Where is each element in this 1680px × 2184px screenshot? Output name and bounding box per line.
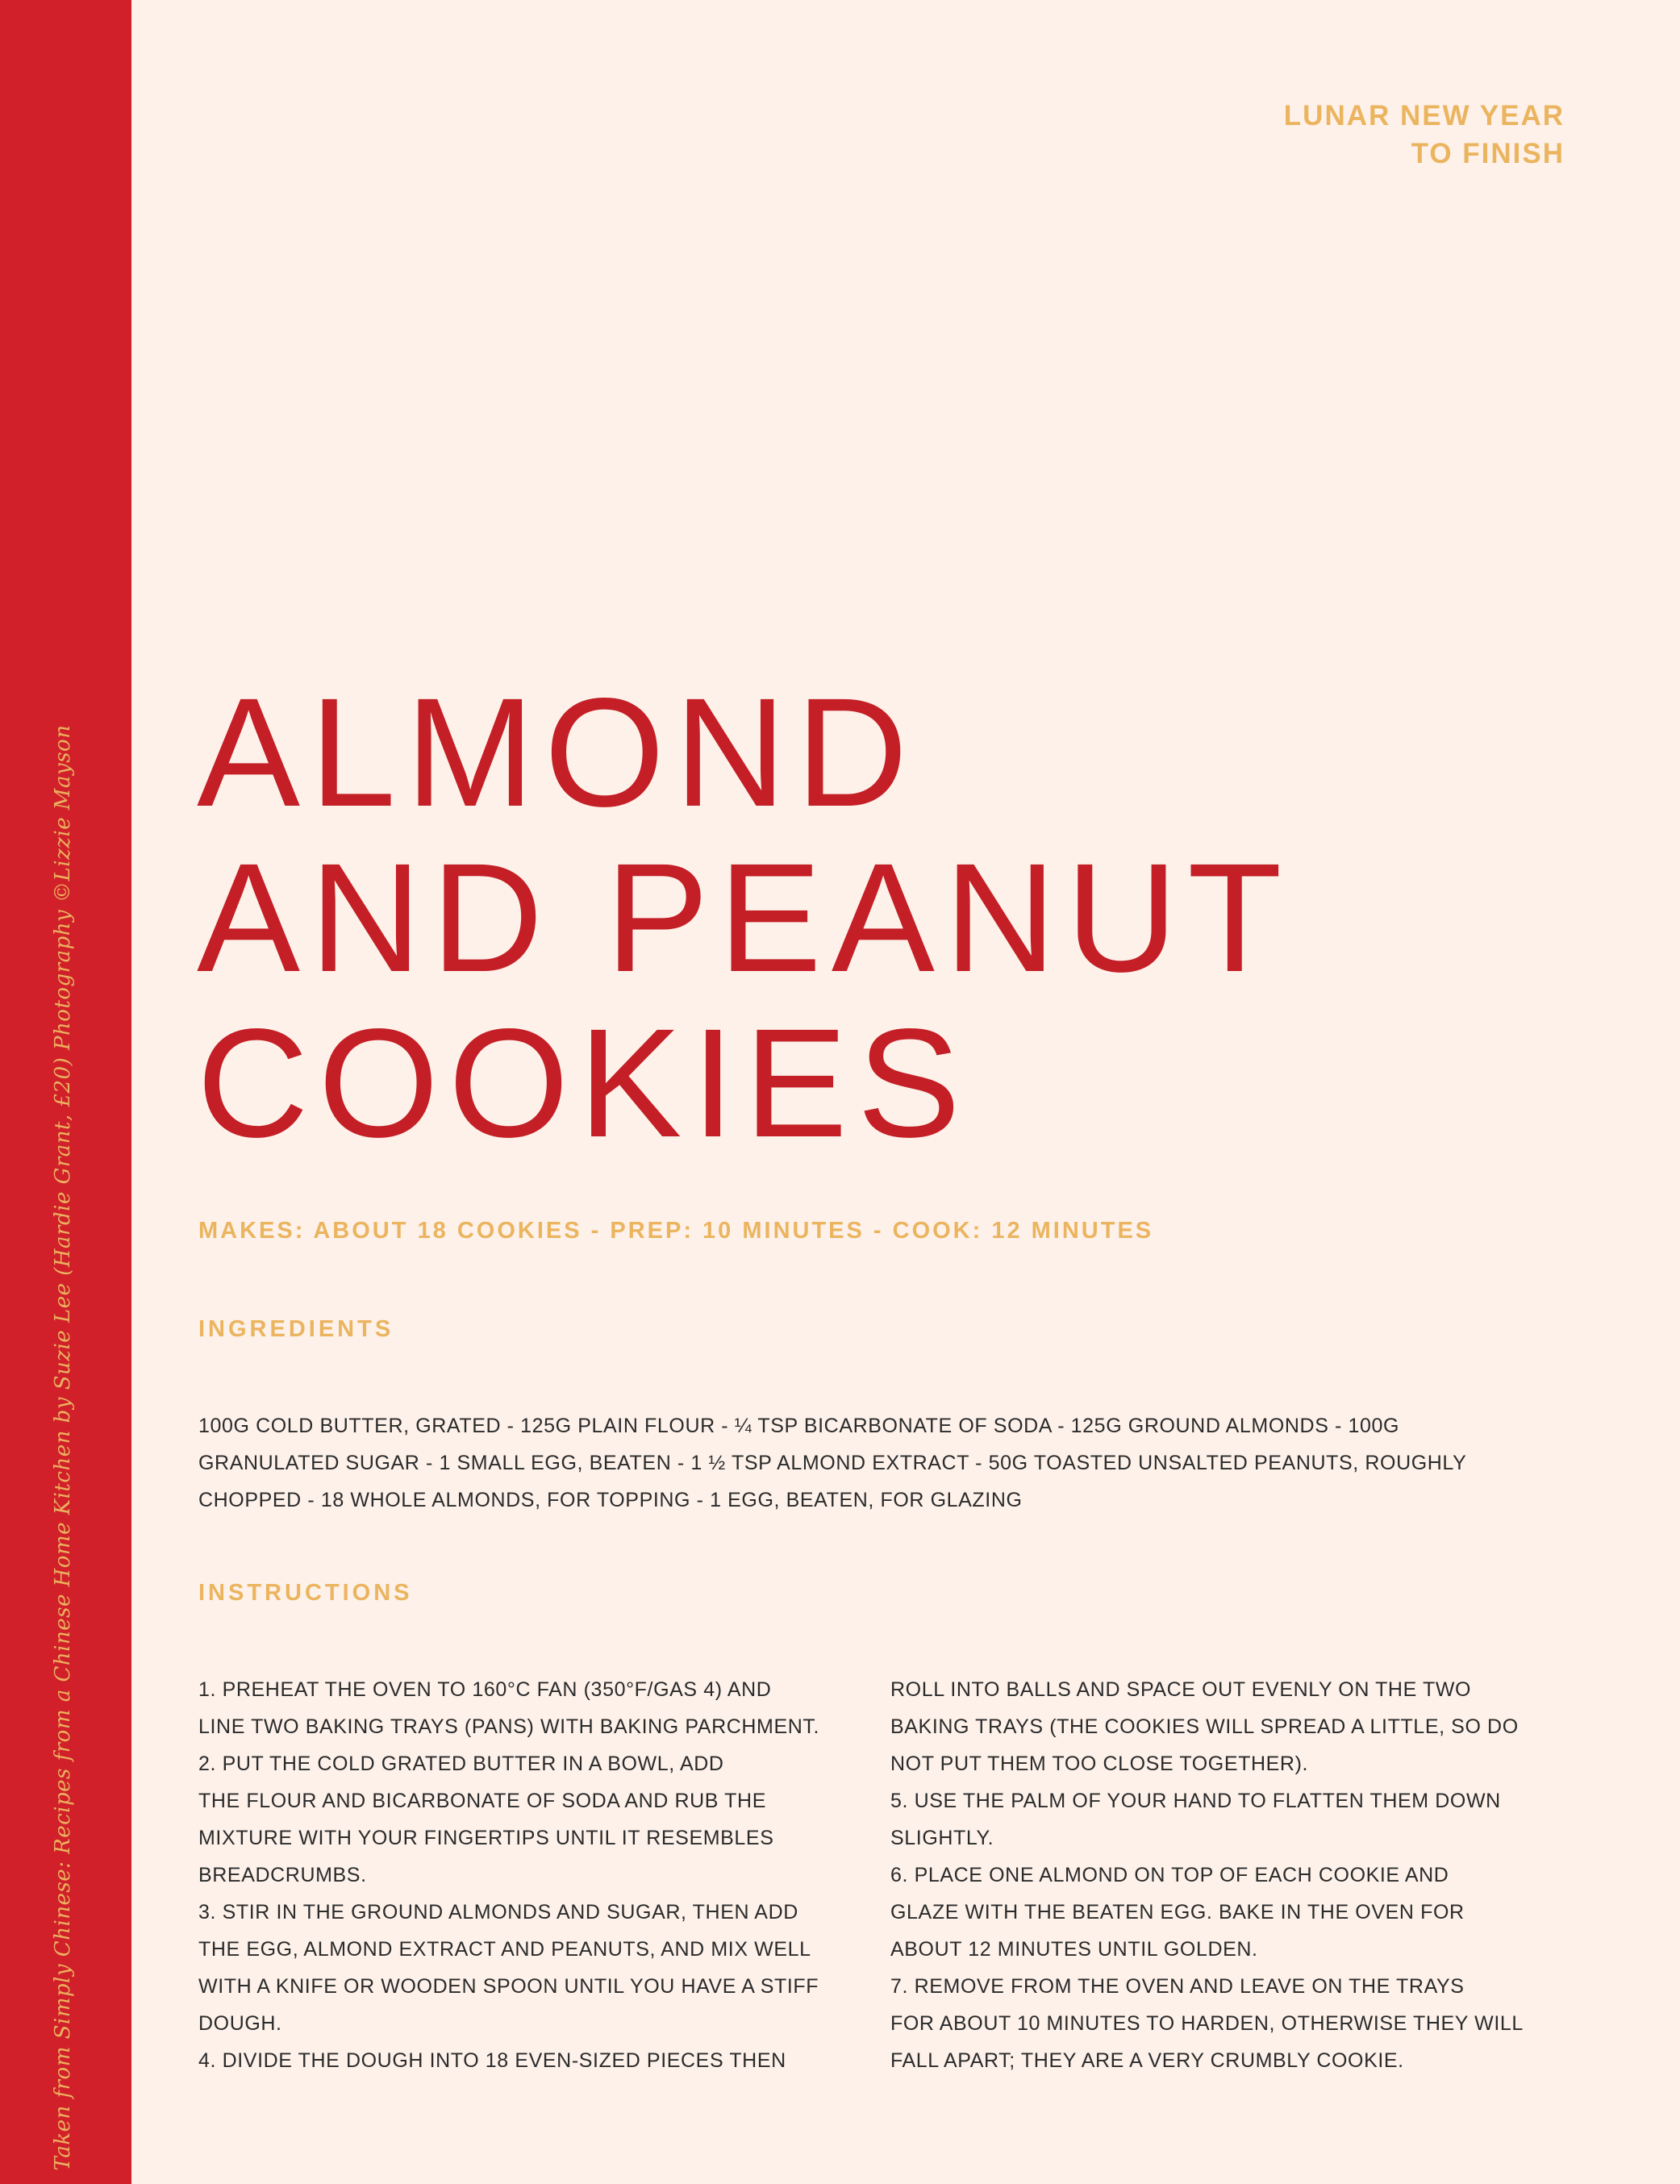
- instructions-heading: INSTRUCTIONS: [198, 1580, 413, 1606]
- ingredients-heading: INGREDIENTS: [198, 1316, 394, 1342]
- instructions-column-left: [198, 1671, 876, 2079]
- instruction-line: 1. PREHEAT THE OVEN TO 160°C FAN (350°F/GAS 4) AND: [198, 1678, 772, 1701]
- photo-credit: Taken from Simply Chinese: Recipes from a Chinese Home Kitchen by Suzie Lee (Hardie Grant, £20) Photography ©Lizzie Mayson: [51, 724, 75, 2171]
- instruction-line: ROLL INTO BALLS AND SPACE OUT EVENLY ON THE TWO: [890, 1678, 1472, 1701]
- ingredients-line: CHOPPED - 18 WHOLE ALMONDS, FOR TOPPING - 1 EGG, BEATEN, FOR GLAZING: [198, 1489, 1023, 1511]
- recipe-meta: MAKES: ABOUT 18 COOKIES - PREP: 10 MINUTES - COOK: 12 MINUTES: [198, 1218, 1154, 1244]
- instruction-line: MIXTURE WITH YOUR FINGERTIPS UNTIL IT RESEMBLES: [198, 1827, 774, 1849]
- ingredients-list: [198, 1407, 1570, 1519]
- ingredients-line: 100G COLD BUTTER, GRATED - 125G PLAIN FLOUR - ¼ TSP BICARBONATE OF SODA - 125G GROUND ALMONDS - 100G: [198, 1415, 1400, 1437]
- instruction-line: BAKING TRAYS (THE COOKIES WILL SPREAD A LITTLE, SO DO: [890, 1715, 1519, 1738]
- instruction-line: NOT PUT THEM TOO CLOSE TOGETHER).: [890, 1753, 1309, 1775]
- instruction-line: FALL APART; THEY ARE A VERY CRUMBLY COOKIE.: [890, 2049, 1404, 2072]
- instruction-line: LINE TWO BAKING TRAYS (PANS) WITH BAKING PARCHMENT.: [198, 1715, 820, 1738]
- title-line: COOKIES: [197, 996, 970, 1169]
- instruction-line: 6. PLACE ONE ALMOND ON TOP OF EACH COOKIE AND: [890, 1864, 1449, 1886]
- instruction-line: 4. DIVIDE THE DOUGH INTO 18 EVEN-SIZED PIECES THEN: [198, 2049, 786, 2072]
- section-label: [1284, 97, 1565, 173]
- instructions-column-right: [890, 1671, 1568, 2079]
- instruction-line: SLIGHTLY.: [890, 1827, 994, 1849]
- instruction-line: WITH A KNIFE OR WOODEN SPOON UNTIL YOU HAVE A STIFF: [198, 1975, 819, 1998]
- instruction-line: 5. USE THE PALM OF YOUR HAND TO FLATTEN THEM DOWN: [890, 1790, 1501, 1812]
- ingredients-line: GRANULATED SUGAR - 1 SMALL EGG, BEATEN - 1 ½ TSP ALMOND EXTRACT - 50G TOASTED UNSALTED PEANUTS, ROUGHLY: [198, 1452, 1467, 1474]
- instruction-line: DOUGH.: [198, 2012, 282, 2035]
- instruction-line: THE FLOUR AND BICARBONATE OF SODA AND RUB THE: [198, 1790, 766, 1812]
- instruction-line: BREADCRUMBS.: [198, 1864, 367, 1886]
- instruction-line: ABOUT 12 MINUTES UNTIL GOLDEN.: [890, 1938, 1258, 1961]
- instruction-line: GLAZE WITH THE BEATEN EGG. BAKE IN THE OVEN FOR: [890, 1901, 1465, 1924]
- instruction-line: 2. PUT THE COLD GRATED BUTTER IN A BOWL, ADD: [198, 1753, 724, 1775]
- instruction-line: 7. REMOVE FROM THE OVEN AND LEAVE ON THE TRAYS: [890, 1975, 1465, 1998]
- section-label-line-2: TO FINISH: [1411, 138, 1565, 169]
- instruction-line: THE EGG, ALMOND EXTRACT AND PEANUTS, AND MIX WELL: [198, 1938, 811, 1961]
- instruction-line: FOR ABOUT 10 MINUTES TO HARDEN, OTHERWISE THEY WILL: [890, 2012, 1524, 2035]
- instruction-line: 3. STIR IN THE GROUND ALMONDS AND SUGAR, THEN ADD: [198, 1901, 798, 1924]
- title-line: ALMOND: [197, 665, 918, 839]
- section-label-line-1: LUNAR NEW YEAR: [1283, 100, 1565, 131]
- title-line: AND PEANUT: [197, 831, 1292, 1004]
- recipe-title: [197, 665, 1292, 1169]
